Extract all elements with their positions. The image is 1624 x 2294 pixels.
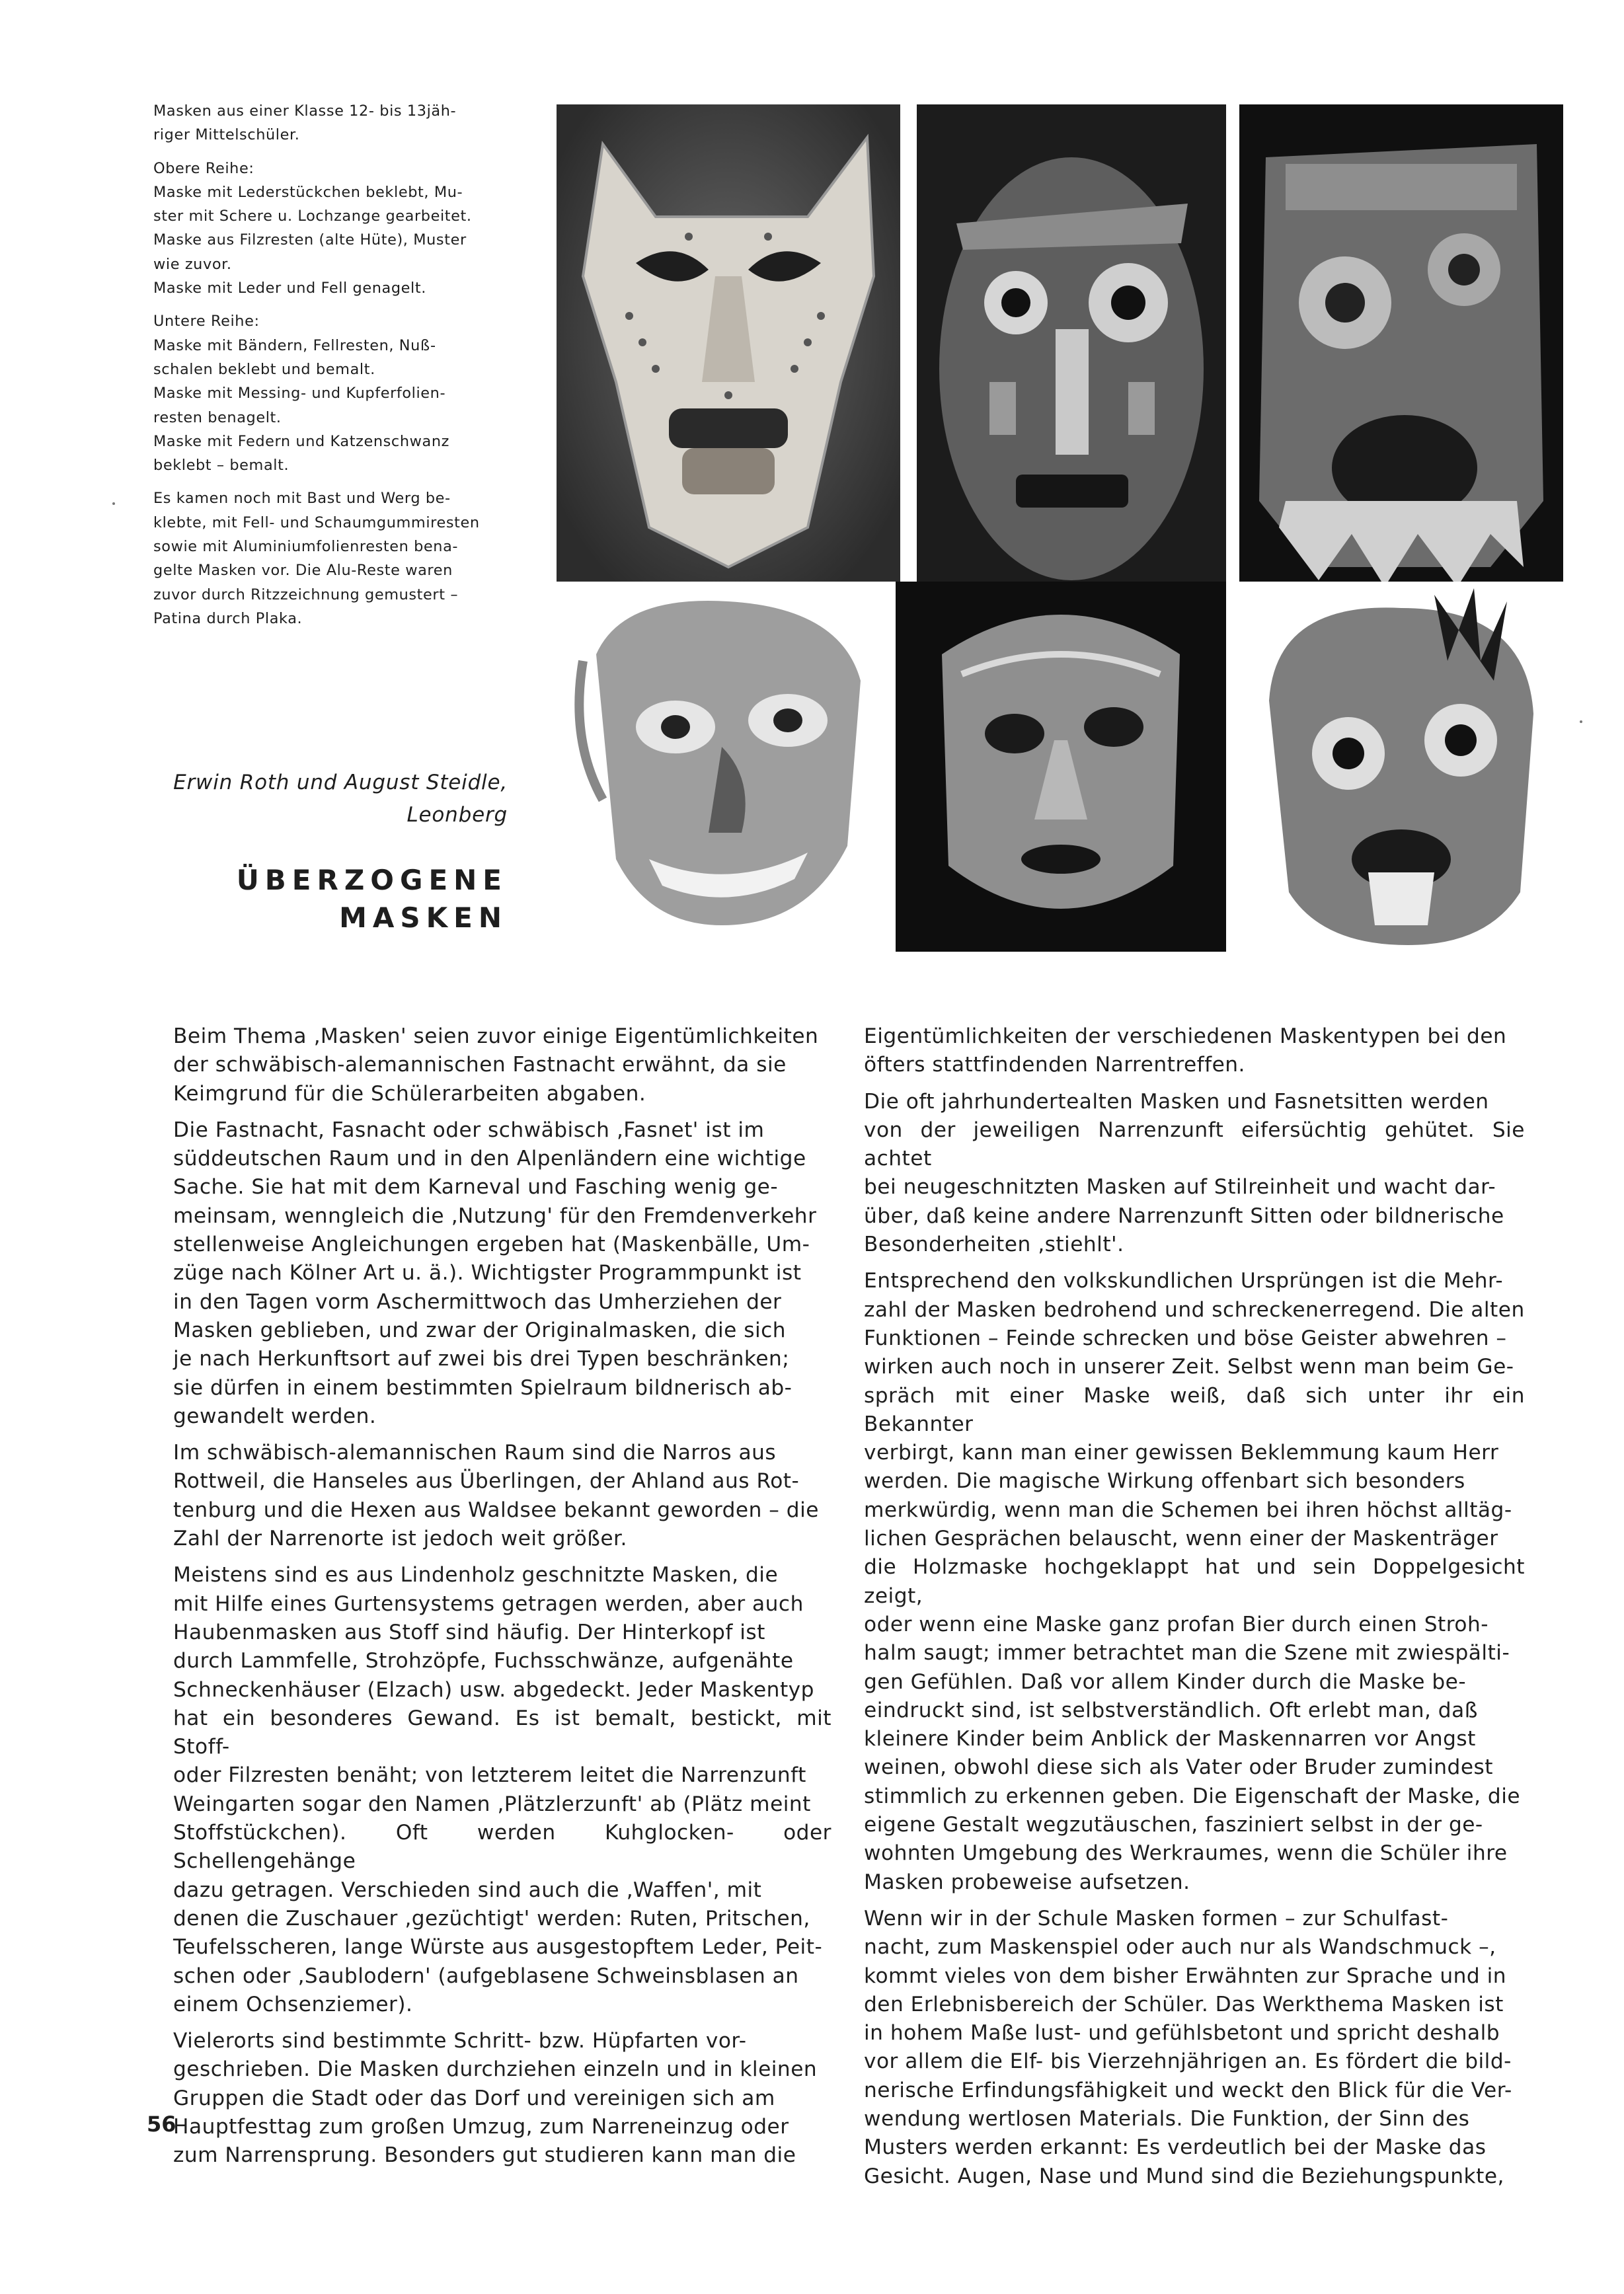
caption-line: beklebt – bemalt.	[153, 457, 290, 475]
caption-line: Maske mit Leder und Fell genagelt.	[153, 280, 426, 297]
article-title	[153, 861, 508, 937]
authors-location: Leonberg	[406, 803, 508, 827]
body-line: gewandelt werden.	[173, 1404, 377, 1428]
body-line: einem Ochsenziemer).	[173, 1992, 413, 2016]
caption-line: Maske aus Filzresten (alte Hüte), Muster	[153, 231, 467, 249]
body-line: Sache. Sie hat mit dem Karneval und Fasching wenig ge-	[173, 1175, 779, 1200]
caption-paragraph	[153, 309, 529, 477]
body-line: kommt vieles von dem bisher Erwähnten zur Sprache und in	[864, 1964, 1507, 1988]
authors-line: Erwin Roth und August Steidle,	[173, 771, 508, 794]
body-text-left-column	[173, 1022, 831, 2170]
page-number: 56	[147, 2112, 176, 2137]
body-line: Entsprechend den volkskundlichen Ursprüngen ist die Mehr-	[864, 1269, 1504, 1293]
body-line: Die oft jahrhundertealten Masken und Fasnetsitten werden	[864, 1089, 1489, 1114]
caption-paragraph	[153, 157, 529, 301]
title-line: ÜBERZOGENE	[236, 864, 508, 896]
body-line: Haubenmasken aus Stoff sind häufig. Der Hinterkopf ist	[173, 1620, 765, 1644]
body-line: Stoffstückchen). Oft werden Kuhglocken- oder Schellengehänge	[173, 1821, 831, 1874]
body-line: nacht, zum Maskenspiel oder auch nur als Wandschmuck –,	[864, 1935, 1496, 1960]
caption-line: resten benagelt.	[153, 408, 282, 426]
body-line: Meistens sind es aus Lindenholz geschnitzte Masken, die	[173, 1563, 779, 1587]
mask-photo-brass-copper-foil	[896, 582, 1226, 952]
body-line: Die Fastnacht, Fasnacht oder schwäbisch ‚Fasnet' ist im	[173, 1118, 765, 1142]
body-paragraph	[864, 1088, 1525, 1260]
body-line: stimmlich zu erkennen geben. Die Eigenschaft der Maske, die	[864, 1784, 1521, 1808]
caption-line: ster mit Schere u. Lochzange gearbeitet.	[153, 208, 472, 225]
body-line: Masken geblieben, und zwar der Originalmasken, die sich	[173, 1318, 787, 1342]
body-line: wendung wertlosen Materials. Die Funktion, der Sinn des	[864, 2106, 1470, 2131]
caption-line: Masken aus einer Klasse 12- bis 13jäh-	[153, 102, 457, 120]
body-line: stellenweise Angleichungen ergeben hat (Maskenbälle, Um-	[173, 1233, 810, 1257]
caption-line: Patina durch Plaka.	[153, 609, 303, 627]
mask-photo-leather-pieces	[557, 104, 900, 608]
body-line: Besonderheiten ‚stiehlt'.	[864, 1233, 1124, 1257]
body-line: Rottweil, die Hanseles aus Überlingen, der Ahland aus Rot-	[173, 1469, 800, 1494]
body-line: halm saugt; immer betrachtet man die Szene mit zwiespälti-	[864, 1641, 1510, 1665]
body-line: Gruppen die Stadt oder das Dorf und vereinigen sich am	[173, 2086, 775, 2110]
caption-line: Maske mit Messing- und Kupferfolien-	[153, 385, 446, 402]
body-line: Teufelsscheren, lange Würste aus ausgestopftem Leder, Peit-	[173, 1935, 823, 1960]
body-line: Hauptfesttag zum großen Umzug, zum Narreneinzug oder	[173, 2114, 789, 2139]
body-line: eindruckt sind, ist selbstverständlich. Oft erlebt man, daß	[864, 1698, 1478, 1722]
body-line: vor allem die Elf- bis Vierzehnjährigen an. Es fördert die bild-	[864, 2049, 1512, 2074]
caption-line: klebte, mit Fell- und Schaumgummiresten	[153, 514, 480, 531]
body-line: spräch mit einer Maske weiß, daß sich unter ihr ein Bekannter	[864, 1383, 1525, 1436]
body-line: weinen, obwohl diese sich als Vater oder Bruder zumindest	[864, 1755, 1493, 1780]
body-line: Schneckenhäuser (Elzach) usw. abgedeckt. Jeder Maskentyp	[173, 1677, 814, 1702]
body-line: schen oder ‚Saublodern' (aufgeblasene Schweinsblasen an	[173, 1964, 799, 1988]
body-line: dazu getragen. Verschieden sind auch die ‚Waffen', mit	[173, 1878, 762, 1902]
body-line: verbirgt, kann man einer gewissen Beklemmung kaum Herr	[864, 1441, 1499, 1465]
body-line: in den Tagen vorm Aschermittwoch das Umherziehen der	[173, 1289, 782, 1314]
body-line: wirken auch noch in unserer Zeit. Selbst wenn man beim Ge-	[864, 1355, 1514, 1379]
body-line: wohnten Umgebung des Werkraumes, wenn die Schüler ihre	[864, 1841, 1508, 1866]
article-authors	[153, 767, 508, 831]
body-line: werden. Die magische Wirkung offenbart sich besonders	[864, 1469, 1465, 1494]
caption-line: Maske mit Federn und Katzenschwanz	[153, 432, 449, 450]
body-line: nerische Erfindungsfähigkeit und weckt den Blick für die Ver-	[864, 2078, 1512, 2102]
body-paragraph	[173, 1439, 831, 1553]
scan-speck	[1580, 720, 1582, 723]
body-line: tenburg und die Hexen aus Waldsee bekannt geworden – die	[173, 1498, 819, 1522]
scan-speck	[112, 502, 115, 505]
body-line: geschrieben. Die Masken durchziehen einzeln und in kleinen	[173, 2057, 818, 2082]
body-line: über, daß keine andere Narrenzunft Sitten oder bildnerische	[864, 1204, 1504, 1228]
body-line: Gesicht. Augen, Nase und Mund sind die Beziehungspunkte,	[864, 2164, 1504, 2188]
body-line: Eigentümlichkeiten der verschiedenen Maskentypen bei den	[864, 1024, 1507, 1048]
caption-line: riger Mittelschüler.	[153, 126, 300, 144]
caption-line: sowie mit Aluminiumfolienresten bena-	[153, 538, 459, 556]
body-line: sie dürfen in einem bestimmten Spielraum bildnerisch ab-	[173, 1375, 793, 1400]
body-line: Masken probeweise aufsetzen.	[864, 1870, 1190, 1894]
mask-photo-feathers-cat-tail	[1236, 582, 1563, 952]
body-line: mit Hilfe eines Gurtensystems getragen werden, aber auch	[173, 1591, 804, 1616]
body-line: Vielerorts sind bestimmte Schritt- bzw. Hüpfarten vor-	[173, 2029, 747, 2053]
body-line: eigene Gestalt wegzutäuschen, fasziniert selbst in der ge-	[864, 1813, 1483, 1837]
body-line: in hohem Maße lust- und gefühlsbetont und spricht deshalb	[864, 2021, 1500, 2045]
body-line: die Holzmaske hochgeklappt hat und sein Doppelgesicht zeigt,	[864, 1555, 1525, 1608]
caption-line: Maske mit Lederstückchen beklebt, Mu-	[153, 183, 463, 201]
body-line: merkwürdig, wenn man die Schemen bei ihren höchst alltäg-	[864, 1498, 1512, 1522]
body-line: züge nach Kölner Art u. ä.). Wichtigster Programmpunkt ist	[173, 1261, 802, 1285]
body-line: lichen Gesprächen belauscht, wenn einer der Maskenträger	[864, 1527, 1498, 1551]
body-line: Wenn wir in der Schule Masken formen – zur Schulfast-	[864, 1906, 1449, 1931]
body-line: Beim Thema ‚Masken' seien zuvor einige Eigentümlichkeiten	[173, 1024, 819, 1048]
caption-line: wie zuvor.	[153, 255, 232, 273]
photo-caption	[153, 99, 529, 640]
body-paragraph	[173, 1561, 831, 2019]
caption-paragraph	[153, 99, 529, 147]
body-text-right-column	[864, 1022, 1525, 2191]
caption-line: gelte Masken vor. Die Alu-Reste waren	[153, 562, 453, 580]
body-line: Im schwäbisch-alemannischen Raum sind die Narros aus	[173, 1441, 777, 1465]
caption-line: Maske mit Bändern, Fellresten, Nuß-	[153, 336, 436, 354]
body-paragraph	[173, 1022, 831, 1108]
body-line: je nach Herkunftsort auf zwei bis drei Typen beschränken;	[173, 1347, 790, 1371]
body-line: Zahl der Narrenorte ist jedoch weit größer.	[173, 1527, 627, 1551]
body-line: Musters werden erkannt: Es verdeutlich bei der Maske das	[864, 2135, 1487, 2160]
mask-photo-leather-fur	[1239, 104, 1563, 608]
body-line: meinsam, wenngleich die ‚Nutzung' für den Fremdenverkehr	[173, 1204, 817, 1228]
body-paragraph	[173, 2027, 831, 2170]
body-paragraph	[864, 1267, 1525, 1897]
body-line: gen Gefühlen. Daß vor allem Kinder durch die Maske be-	[864, 1669, 1467, 1694]
title-line: MASKEN	[339, 901, 508, 934]
body-line: hat ein besonderes Gewand. Es ist bemalt, bestickt, mit Stoff-	[173, 1706, 831, 1759]
body-line: von der jeweiligen Narrenzunft eifersüchtig gehütet. Sie achtet	[864, 1118, 1525, 1171]
body-line: der schwäbisch-alemannischen Fastnacht erwähnt, da sie	[173, 1053, 787, 1077]
body-line: oder wenn eine Maske ganz profan Bier durch einen Stroh-	[864, 1612, 1489, 1636]
body-paragraph	[864, 1022, 1525, 1080]
caption-line: Es kamen noch mit Bast und Werg be-	[153, 490, 451, 508]
body-paragraph	[864, 1905, 1525, 2191]
body-line: süddeutschen Raum und in den Alpenländern eine wichtige	[173, 1147, 806, 1171]
caption-line: Untere Reihe:	[153, 313, 260, 330]
body-line: denen die Zuschauer ‚gezüchtigt' werden: Ruten, Pritschen,	[173, 1906, 810, 1931]
body-line: kleinere Kinder beim Anblick der Maskennarren vor Angst	[864, 1727, 1476, 1751]
caption-line: zuvor durch Ritzzeichnung gemustert –	[153, 586, 459, 603]
caption-paragraph	[153, 486, 529, 631]
body-line: Weingarten sogar den Namen ‚Plätzlerzunft' ab (Plätz meint	[173, 1792, 811, 1816]
caption-line: Obere Reihe:	[153, 159, 254, 177]
body-line: Funktionen – Feinde schrecken und böse Geister abwehren –	[864, 1326, 1507, 1350]
body-line: zahl der Masken bedrohend und schreckenerregend. Die alten	[864, 1297, 1525, 1322]
body-line: durch Lammfelle, Strohzöpfe, Fuchsschwänze, aufgenähte	[173, 1649, 794, 1673]
body-line: zum Narrensprung. Besonders gut studieren kann man die	[173, 2143, 796, 2168]
body-line: den Erlebnisbereich der Schüler. Das Werkthema Masken ist	[864, 1992, 1504, 2016]
body-line: Keimgrund für die Schülerarbeiten abgaben.	[173, 1081, 646, 1106]
body-line: oder Filzresten benäht; von letzterem leitet die Narrenzunft	[173, 1763, 806, 1788]
body-line: öfters stattfindenden Narrentreffen.	[864, 1053, 1245, 1077]
mask-photo-felt-remnants	[917, 104, 1226, 608]
body-line: bei neugeschnitzten Masken auf Stilreinheit und wacht dar-	[864, 1175, 1496, 1200]
body-paragraph	[173, 1116, 831, 1431]
caption-line: schalen beklebt und bemalt.	[153, 360, 375, 378]
mask-photo-ribbons-fur-nutshells	[557, 582, 900, 952]
